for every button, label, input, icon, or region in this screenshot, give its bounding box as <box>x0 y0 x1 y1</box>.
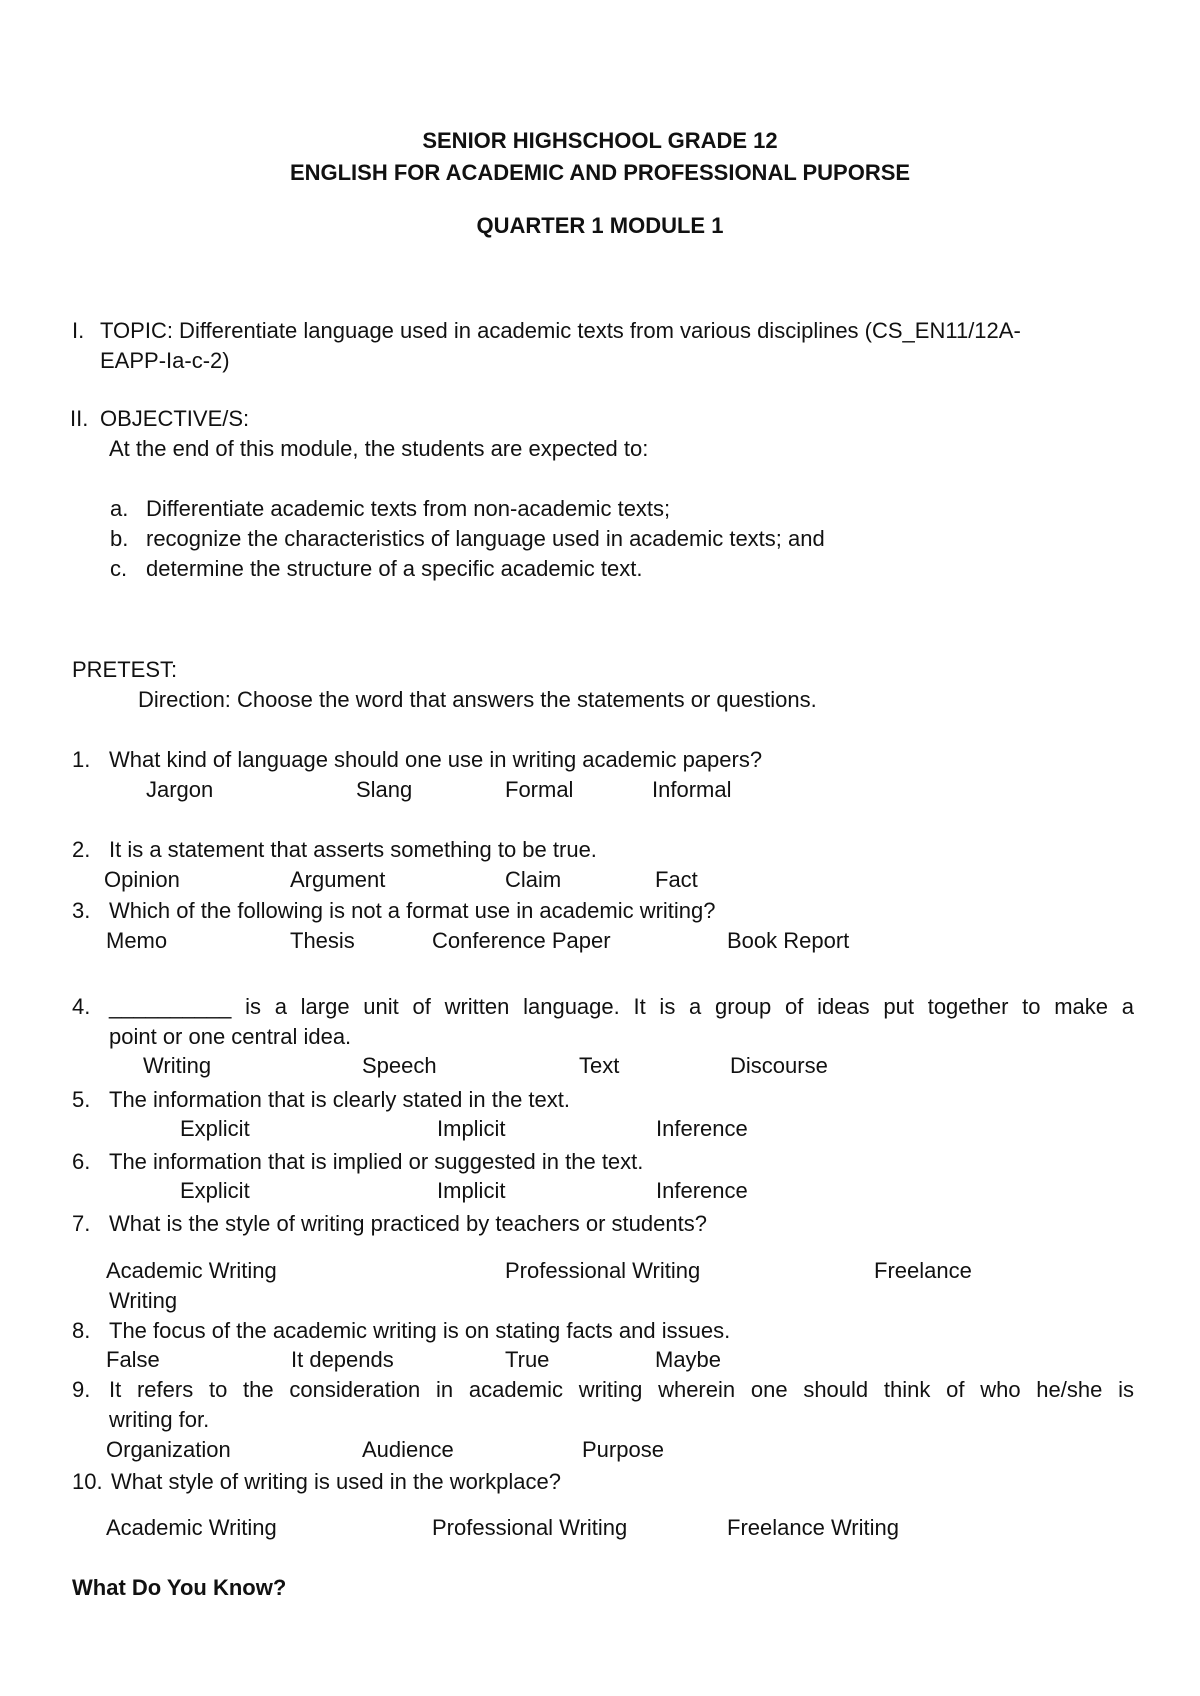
document-title: SENIOR HIGHSCHOOL GRADE 12 <box>422 128 778 153</box>
answer-choice: Claim <box>505 867 562 892</box>
question-text-continued: writing for. <box>109 1407 210 1432</box>
answer-choice: Slang <box>356 777 413 802</box>
answer-choice: True <box>505 1347 550 1372</box>
objective-letter: a. <box>110 496 129 521</box>
answer-choice: Maybe <box>655 1347 722 1372</box>
question-text: __________ is a large unit of written language. It is a group of ideas put together to make a <box>109 994 1134 1019</box>
answer-choice: Academic Writing <box>106 1258 277 1283</box>
topic-line-2: EAPP-Ia-c-2) <box>100 348 230 373</box>
question-text: The information that is clearly stated in the text. <box>109 1087 571 1112</box>
answer-choice: Freelance <box>874 1258 972 1283</box>
question-text: What is the style of writing practiced by teachers or students? <box>109 1211 707 1236</box>
question-text: It refers to the consideration in academic writing wherein one should think of who he/she is <box>109 1377 1134 1402</box>
answer-choice: Informal <box>652 777 732 802</box>
question-text: What style of writing is used in the workplace? <box>111 1469 561 1494</box>
answer-choice: It depends <box>291 1347 394 1372</box>
answer-choice: Explicit <box>180 1116 250 1141</box>
objectives-intro: At the end of this module, the students are expected to: <box>109 436 649 461</box>
answer-choice: Memo <box>106 928 168 953</box>
question-text: The focus of the academic writing is on stating facts and issues. <box>109 1318 731 1343</box>
answer-choice: Conference Paper <box>432 928 611 953</box>
answer-choice: Argument <box>290 867 386 892</box>
answer-choice: Inference <box>656 1178 748 1203</box>
answer-choice: Freelance Writing <box>727 1515 899 1540</box>
answer-choice: Book Report <box>727 928 850 953</box>
section-heading-what-do-you-know: What Do You Know? <box>72 1575 287 1600</box>
objective-letter: b. <box>110 526 129 551</box>
question-number: 2. <box>72 837 91 862</box>
course-title: ENGLISH FOR ACADEMIC AND PROFESSIONAL PUPORSE <box>289 160 911 185</box>
question-number: 10. <box>72 1469 103 1494</box>
topic-numeral: I. <box>72 318 85 343</box>
objective-item: recognize the characteristics of language used in academic texts; and <box>146 526 825 551</box>
topic-line-1: TOPIC: Differentiate language used in academic texts from various disciplines (CS_EN11/12A- <box>100 318 1021 343</box>
answer-choice: Thesis <box>290 928 355 953</box>
objectives-numeral: II. <box>70 406 89 431</box>
question-text-continued: point or one central idea. <box>109 1024 352 1049</box>
answer-choice: Text <box>579 1053 620 1078</box>
objective-item: Differentiate academic texts from non-academic texts; <box>146 496 671 521</box>
answer-choice: Professional Writing <box>432 1515 628 1540</box>
pretest-heading: PRETEST: <box>72 657 178 682</box>
objective-letter: c. <box>110 556 128 581</box>
objective-item: determine the structure of a specific academic text. <box>146 556 643 581</box>
pretest-direction: Direction: Choose the word that answers the statements or questions. <box>138 687 817 712</box>
question-number: 5. <box>72 1087 91 1112</box>
answer-choice: Explicit <box>180 1178 250 1203</box>
answer-choice-continued: Writing <box>109 1288 178 1313</box>
question-number: 7. <box>72 1211 91 1236</box>
answer-choice: Jargon <box>146 777 214 802</box>
answer-choice: Implicit <box>437 1116 506 1141</box>
answer-choice: Opinion <box>104 867 180 892</box>
answer-choice: Discourse <box>730 1053 828 1078</box>
question-number: 3. <box>72 898 91 923</box>
question-text: Which of the following is not a format use in academic writing? <box>109 898 716 923</box>
answer-choice: False <box>106 1347 160 1372</box>
answer-choice: Professional Writing <box>505 1258 701 1283</box>
objectives-heading: OBJECTIVE/S: <box>100 406 250 431</box>
answer-choice: Formal <box>505 777 574 802</box>
question-number: 9. <box>72 1377 91 1402</box>
answer-choice: Inference <box>656 1116 748 1141</box>
question-number: 1. <box>72 747 91 772</box>
question-text: It is a statement that asserts something to be true. <box>109 837 597 862</box>
question-number: 8. <box>72 1318 91 1343</box>
answer-choice: Purpose <box>582 1437 664 1462</box>
question-number: 4. <box>72 994 91 1019</box>
answer-choice: Writing <box>143 1053 212 1078</box>
answer-choice: Fact <box>655 867 698 892</box>
answer-choice: Implicit <box>437 1178 506 1203</box>
question-text: The information that is implied or suggested in the text. <box>109 1149 644 1174</box>
question-text: What kind of language should one use in writing academic papers? <box>109 747 763 772</box>
answer-choice: Speech <box>362 1053 437 1078</box>
module-title: QUARTER 1 MODULE 1 <box>476 213 724 238</box>
answer-choice: Audience <box>362 1437 454 1462</box>
question-number: 6. <box>72 1149 91 1174</box>
answer-choice: Organization <box>106 1437 231 1462</box>
answer-choice: Academic Writing <box>106 1515 277 1540</box>
